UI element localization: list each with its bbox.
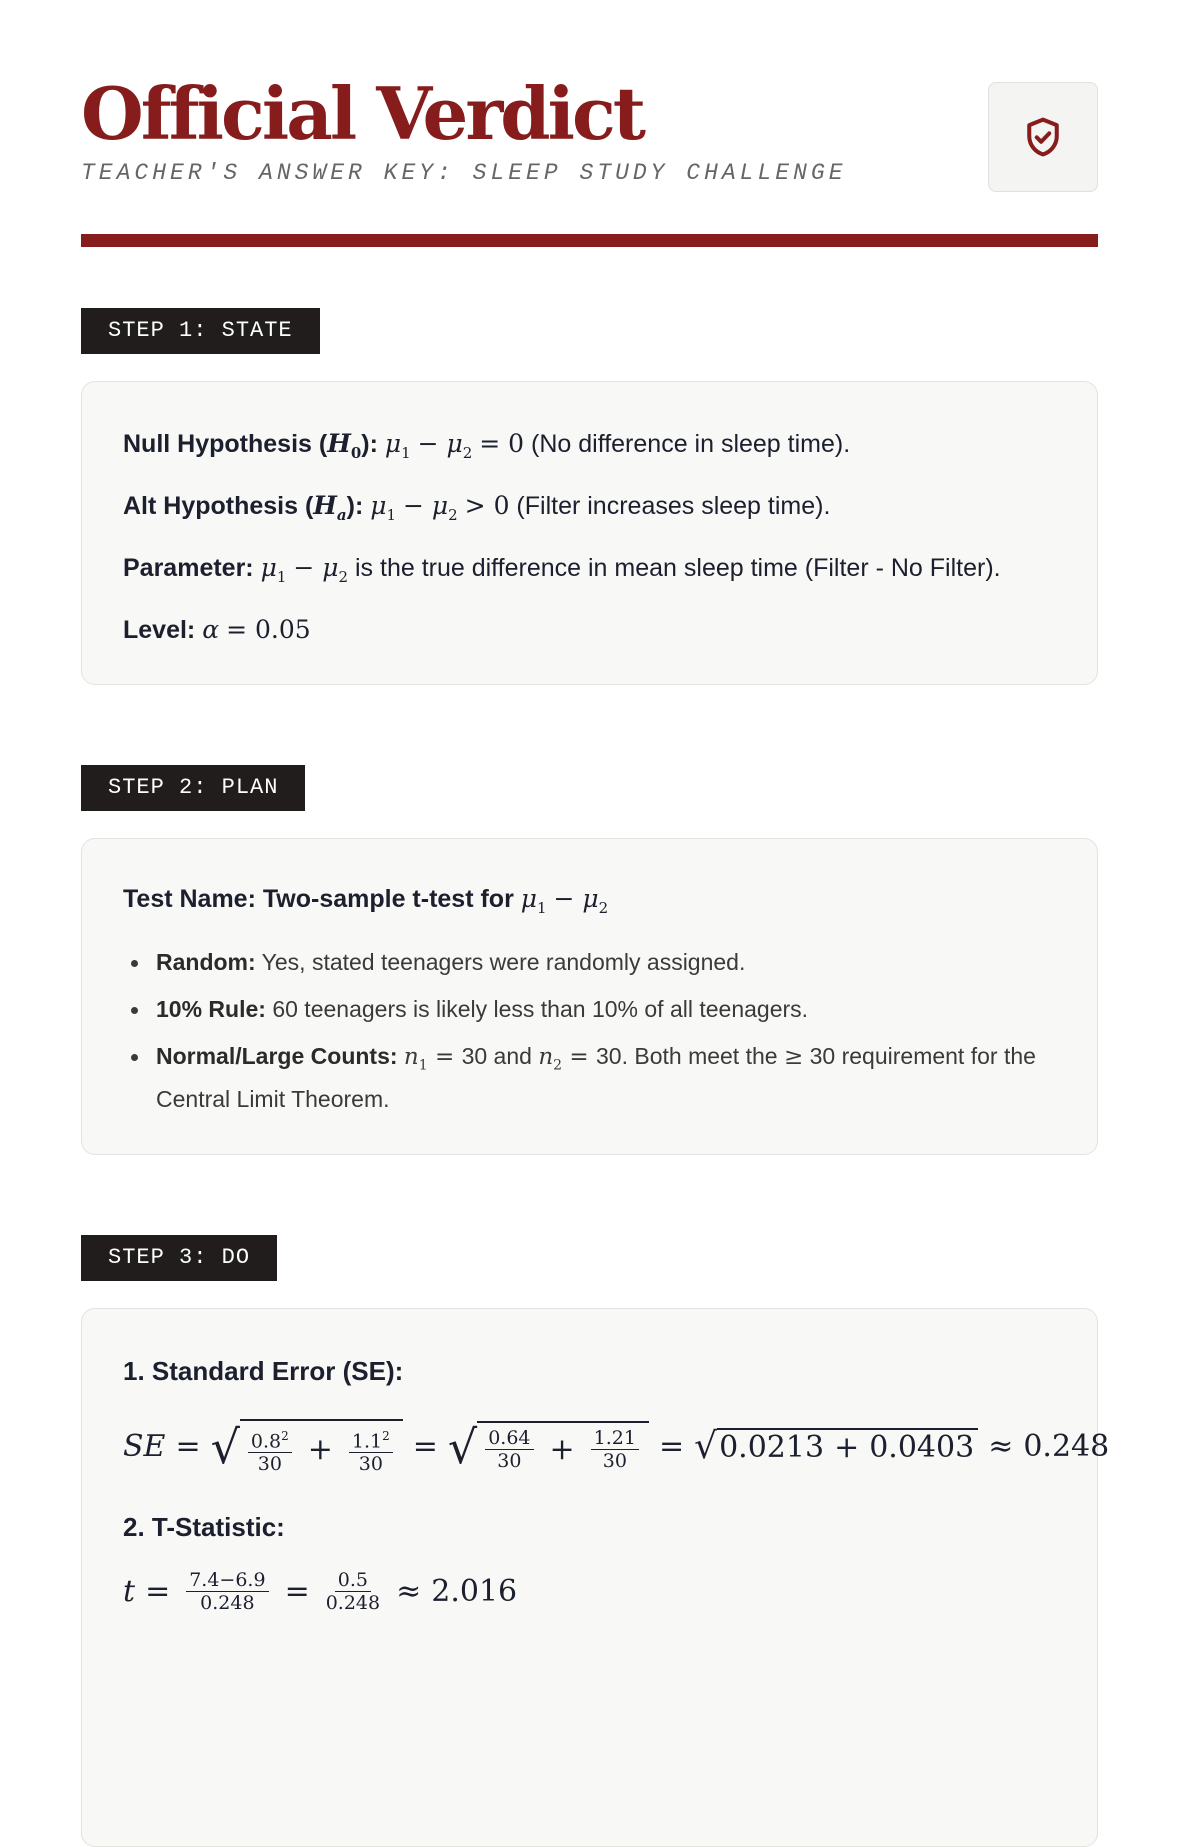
plan-card [81, 838, 1098, 1155]
condition-ten-percent: 10% Rule: 60 teenagers is likely less than 10% of all teenagers. [123, 993, 1057, 1026]
step-3-section [81, 1235, 1110, 1847]
significance-level: Level: α = 0.05 [123, 615, 311, 644]
se-equation: SE = √ $\frac{0.8^2}{30}$ + $\frac{1.1^2}{30}$ = √ $\frac{0.64}{30}$ + $\frac{1.21}{30}$ = √ 0.0213 + 0.0403 ≈ 0.248 [123, 1419, 1110, 1475]
t-equation: t = $\frac{7.4-6.9}{0.248}$ = $\frac{0.5}{0.248}$ ≈ 2.016 [123, 1568, 518, 1614]
alt-hypothesis: Alt Hypothesis $(H_a)$: $\mu_1 - \mu_2 > 0$ (Filter increases sleep time). [123, 491, 831, 524]
step-3-label: STEP 3: DO [81, 1235, 277, 1281]
se-heading: 1. Standard Error (SE): [123, 1355, 404, 1386]
test-name: Test Name: Two-sample t-test for $\mu_1 - \mu_2$ [123, 884, 609, 917]
se-result: 0.248 [1023, 1429, 1110, 1465]
condition-large-counts: Normal/Large Counts: $n_1 = 30$ and $n_2 = 30$. Both meet the ≥ 30 requirement for the Central Limit Theorem. [123, 1040, 1057, 1116]
t-heading: 2. T-Statistic: [123, 1511, 285, 1542]
page-title: Official Verdict [81, 71, 644, 156]
parameter-text: is the true difference in mean sleep time (Filter - No Filter). [348, 554, 1001, 582]
header-divider [81, 234, 1098, 247]
alt-text: (Filter increases sleep time). [509, 492, 831, 520]
verify-button[interactable] [988, 82, 1098, 192]
t-result: 2.016 [431, 1573, 518, 1609]
page-header [81, 0, 1098, 250]
null-hypothesis: Null Hypothesis $(H_0)$: $\mu_1 - \mu_2 = 0$ (No difference in sleep time). [123, 429, 851, 462]
conditions-list [123, 946, 1057, 1116]
parameter-definition: Parameter: $\mu_1 - \mu_2$ is the true difference in mean sleep time (Filter - No Filter). [123, 553, 1001, 586]
null-text: (No difference in sleep time). [524, 430, 851, 458]
shield-check-icon [1021, 112, 1065, 162]
state-card [81, 381, 1098, 685]
step-2-label: STEP 2: PLAN [81, 765, 305, 811]
do-card [81, 1308, 1110, 1847]
page-subtitle: TEACHER'S ANSWER KEY: SLEEP STUDY CHALLENGE [81, 160, 847, 186]
step-1-section [81, 308, 1098, 685]
step-1-label: STEP 1: STATE [81, 308, 320, 354]
condition-random: Random: Yes, stated teenagers were randomly assigned. [123, 946, 1057, 979]
step-2-section [81, 765, 1098, 1155]
alpha-value: 0.05 [254, 615, 311, 644]
